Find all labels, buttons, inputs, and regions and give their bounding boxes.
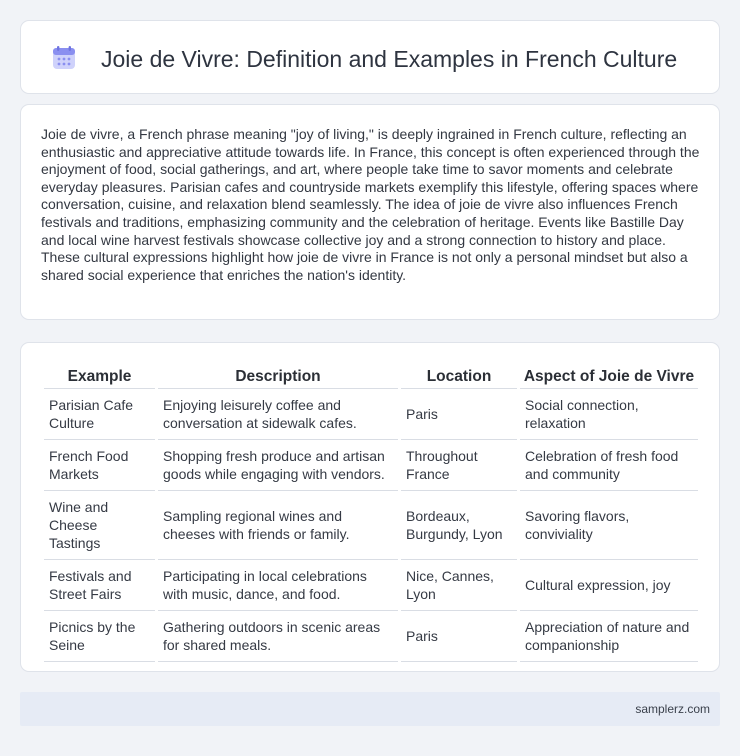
intro-card — [20, 104, 720, 320]
cell-location: Bordeaux, Burgundy, Lyon — [401, 491, 517, 560]
cell-location: Paris — [401, 611, 517, 662]
cell-example: Picnics by the Seine — [44, 611, 155, 662]
cell-aspect: Savoring flavors, conviviality — [520, 491, 698, 560]
page-title: Joie de Vivre: Definition and Examples in French Culture — [101, 46, 678, 72]
footer-bar — [20, 692, 720, 726]
cell-example: French Food Markets — [44, 440, 155, 491]
column-header-aspect: Aspect of Joie de Vivre — [520, 363, 698, 389]
table-row — [44, 440, 698, 491]
calendar-icon — [51, 45, 77, 71]
cell-aspect: Cultural expression, joy — [520, 560, 698, 611]
cell-description: Shopping fresh produce and artisan goods while engaging with vendors. — [158, 440, 398, 491]
cell-description: Gathering outdoors in scenic areas for shared meals. — [158, 611, 398, 662]
footer-source-link[interactable]: samplerz.com — [635, 702, 710, 716]
cell-aspect: Social connection, relaxation — [520, 389, 698, 440]
cell-location: Nice, Cannes, Lyon — [401, 560, 517, 611]
table-row — [44, 560, 698, 611]
cell-aspect: Appreciation of nature and companionship — [520, 611, 698, 662]
cell-description: Sampling regional wines and cheeses with friends or family. — [158, 491, 398, 560]
examples-table — [41, 363, 701, 662]
table-row — [44, 491, 698, 560]
intro-paragraph: Joie de vivre, a French phrase meaning "joy of living," is deeply ingrained in French culture, reflecting an enthusiastic and appreciative attitude towards life. In France, this concept is often experienced through the enjoyment of food, social gatherings, and art, where people take time to savor moments and celebrate everyday pleasures. Parisian cafes and countryside markets exemplify this lifestyle, offering spaces where conversation, cuisine, and relaxation blend seamlessly. The idea of joie de vivre also influences French festivals and traditions, emphasizing community and the celebration of heritage. Events like Bastille Day and local wine harvest festivals showcase collective joy and a strong connection to history and place. These cultural expressions highlight how joie de vivre in France is not only a personal mindset but also a shared social experience that enriches the nation's identity. — [41, 126, 700, 283]
cell-location: Paris — [401, 389, 517, 440]
table-row — [44, 611, 698, 662]
column-header-description: Description — [158, 363, 398, 389]
cell-location: Throughout France — [401, 440, 517, 491]
table-row — [44, 389, 698, 440]
column-header-location: Location — [401, 363, 517, 389]
examples-table-card — [20, 342, 720, 672]
cell-example: Wine and Cheese Tastings — [44, 491, 155, 560]
header-card — [20, 20, 720, 94]
cell-example: Festivals and Street Fairs — [44, 560, 155, 611]
table-header-row — [44, 363, 698, 389]
cell-aspect: Celebration of fresh food and community — [520, 440, 698, 491]
cell-example: Parisian Cafe Culture — [44, 389, 155, 440]
column-header-example: Example — [44, 363, 155, 389]
cell-description: Enjoying leisurely coffee and conversation at sidewalk cafes. — [158, 389, 398, 440]
cell-description: Participating in local celebrations with music, dance, and food. — [158, 560, 398, 611]
